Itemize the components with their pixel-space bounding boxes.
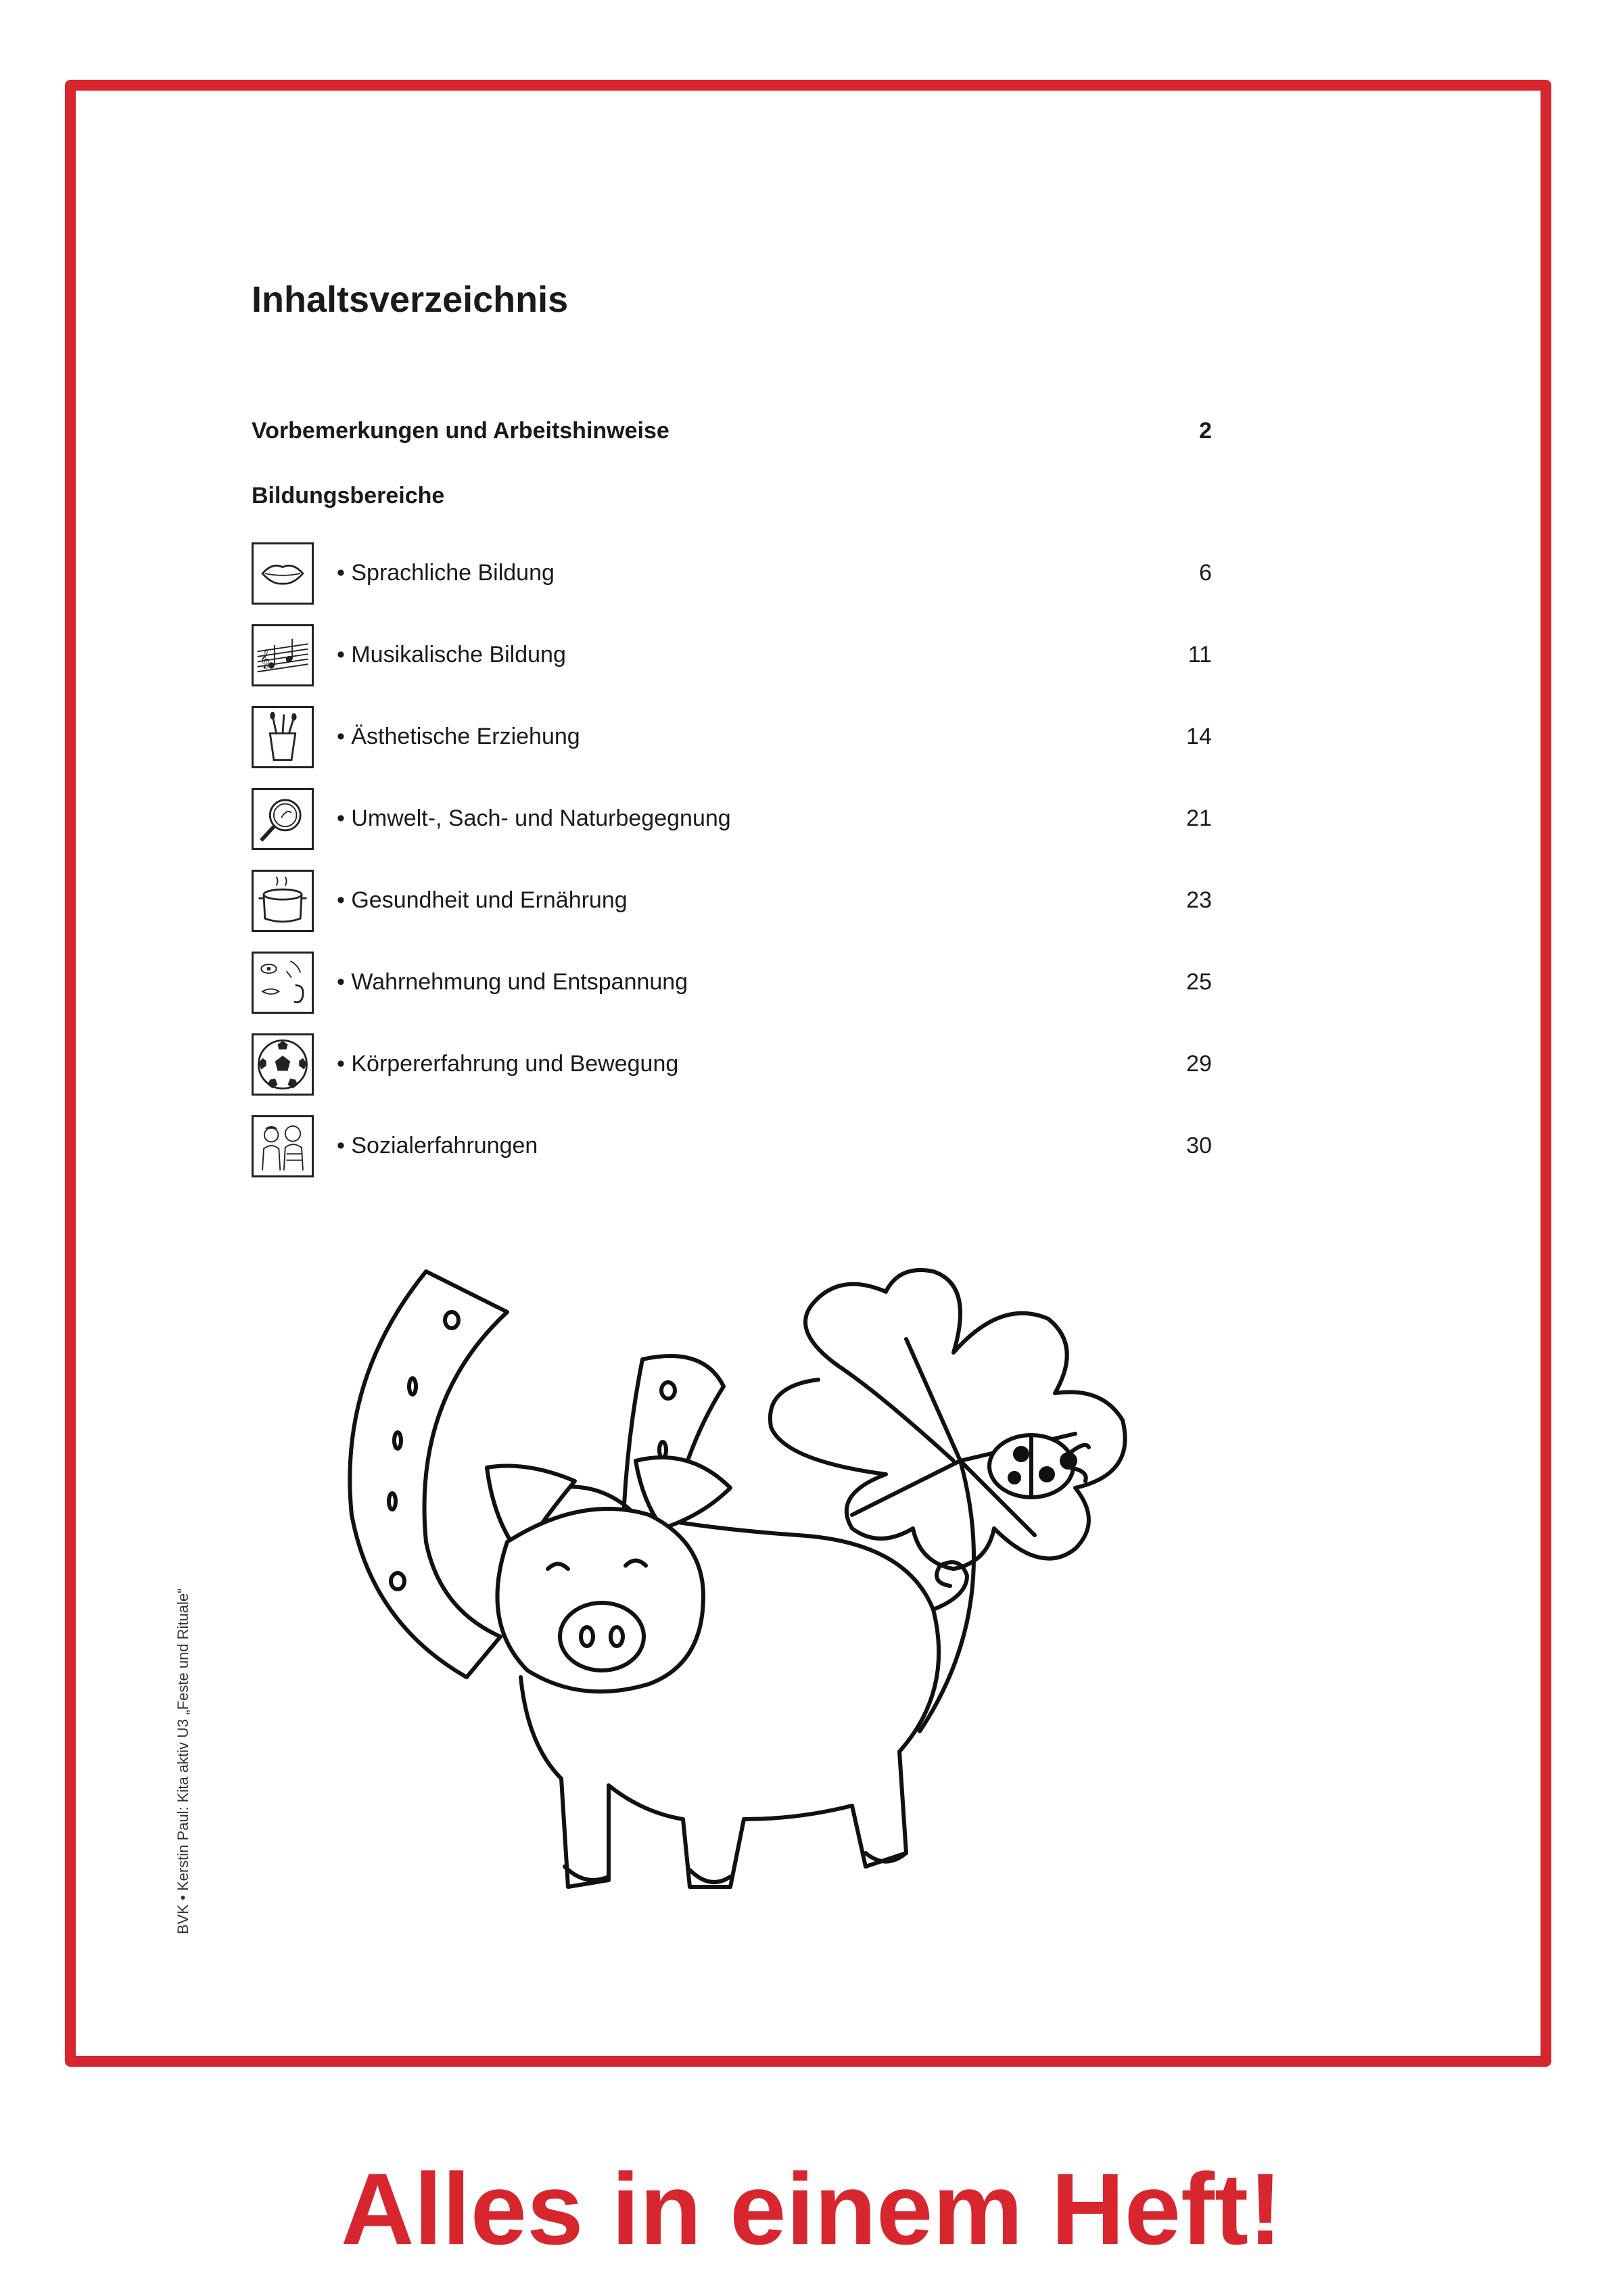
brush-cup-icon bbox=[252, 706, 314, 768]
clover bbox=[770, 1270, 1125, 1569]
entry-label: • Wahrnehmung und Entspannung bbox=[337, 969, 688, 995]
toc-entry-musikalische-bildung bbox=[252, 624, 1212, 689]
entry-page: 23 bbox=[1186, 887, 1212, 913]
toc-intro-page: 2 bbox=[1199, 418, 1212, 444]
toc-entry-koerpererfahrung-bewegung bbox=[252, 1033, 1212, 1098]
magnifier-icon bbox=[252, 788, 314, 850]
football-icon bbox=[252, 1033, 314, 1096]
toc-intro-label: Vorbemerkungen und Arbeitshinweise bbox=[252, 418, 669, 444]
entry-page: 29 bbox=[1186, 1051, 1212, 1077]
side-credit: BVK • Kerstin Paul: Kita aktiv U3 „Feste und Rituale“ bbox=[174, 1588, 191, 1934]
pig-horseshoe-clover-illustration bbox=[325, 1258, 1258, 1934]
toc-entry-wahrnehmung-entspannung bbox=[252, 952, 1212, 1016]
entry-label: • Sprachliche Bildung bbox=[337, 560, 555, 586]
entry-label: • Körpererfahrung und Bewegung bbox=[337, 1051, 678, 1077]
entry-label: • Gesundheit und Ernährung bbox=[337, 887, 628, 914]
horseshoe bbox=[350, 1271, 507, 1677]
section-heading: Bildungsbereiche bbox=[252, 483, 445, 509]
svg-text:𝄞: 𝄞 bbox=[260, 649, 270, 669]
entry-label: • Ästhetische Erziehung bbox=[337, 724, 580, 750]
cooking-pot-icon bbox=[252, 870, 314, 932]
toc-entry-umwelt-sach-naturbegegnung bbox=[252, 788, 1212, 853]
tagline: Alles in einem Heft! bbox=[341, 2152, 1282, 2266]
entry-label: • Musikalische Bildung bbox=[337, 642, 566, 668]
toc-entry-aesthetische-erziehung bbox=[252, 706, 1212, 771]
entry-page: 30 bbox=[1186, 1133, 1212, 1158]
toc-entry-gesundheit-ernaehrung bbox=[252, 870, 1212, 935]
entry-page: 25 bbox=[1186, 969, 1212, 995]
entry-page: 6 bbox=[1199, 560, 1212, 586]
entry-page: 11 bbox=[1187, 642, 1212, 667]
mouth-icon bbox=[252, 542, 314, 605]
entry-page: 14 bbox=[1186, 724, 1212, 749]
entry-label: • Umwelt-, Sach- und Naturbegegnung bbox=[337, 805, 731, 832]
children-icon bbox=[252, 1115, 314, 1177]
entry-page: 21 bbox=[1186, 805, 1212, 831]
pig-snout bbox=[560, 1603, 644, 1670]
senses-icon bbox=[252, 952, 314, 1014]
page-title: Inhaltsverzeichnis bbox=[252, 279, 569, 320]
toc-entry-sozialerfahrungen bbox=[252, 1115, 1212, 1180]
toc-entry-sprachliche-bildung bbox=[252, 542, 1212, 607]
toc-intro-row bbox=[252, 418, 1212, 459]
music-notes-icon bbox=[252, 624, 314, 686]
entry-label: • Sozialerfahrungen bbox=[337, 1133, 538, 1159]
